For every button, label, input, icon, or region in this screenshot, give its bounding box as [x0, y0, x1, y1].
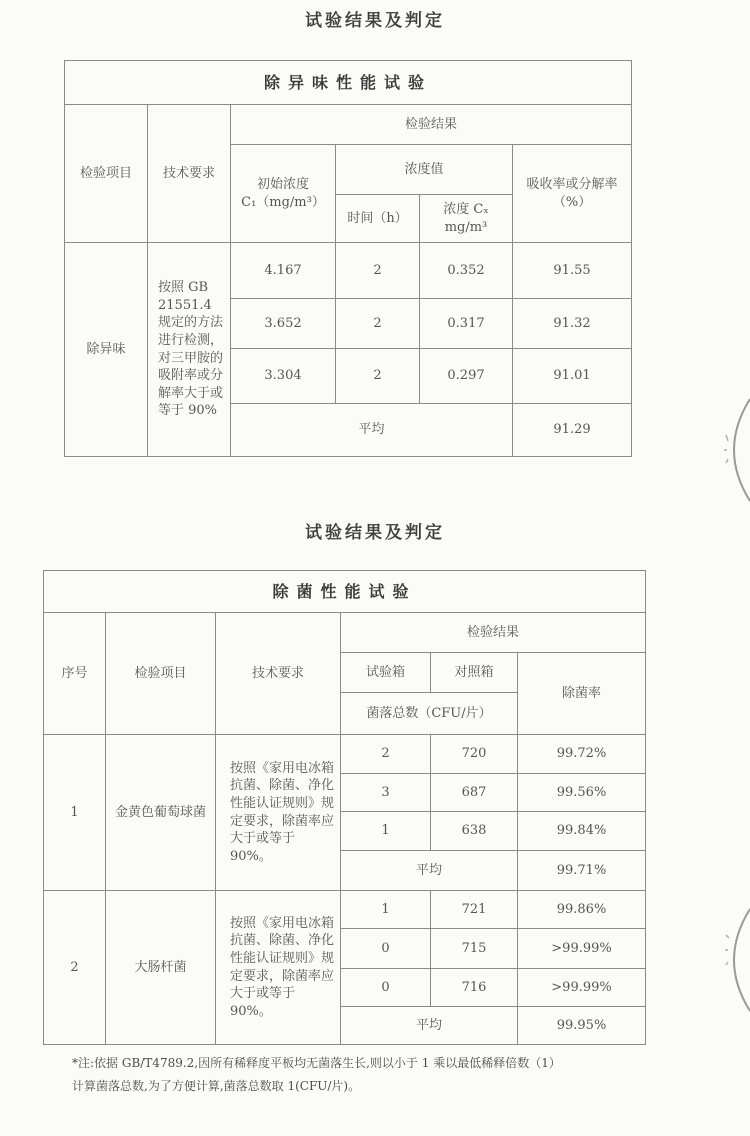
odor-col-initial-unit: C₁（mg/m³） — [241, 194, 325, 210]
bact-rate-value: >99.99% — [518, 929, 646, 969]
bact-control-value: 638 — [431, 812, 518, 851]
bact-col-test-box: 试验箱 — [341, 653, 431, 693]
bact-group-requirement: 按照《家用电冰箱抗菌、除菌、净化性能认证规则》规定要求，除菌率应大于或等于 90%。 — [216, 891, 341, 1045]
bact-rate-value: >99.99% — [518, 969, 646, 1007]
bact-average-label: 平均 — [341, 851, 518, 891]
seal-arc-top — [712, 395, 750, 505]
bact-col-no: 序号 — [44, 613, 106, 735]
bact-control-value: 720 — [431, 735, 518, 774]
bact-col-rate: 除菌率 — [518, 653, 646, 735]
odor-cx-value: 0.297 — [420, 349, 513, 404]
bact-rate-value: 99.84% — [518, 812, 646, 851]
odor-average-value: 91.29 — [513, 404, 632, 457]
bact-group-no: 1 — [44, 735, 106, 891]
bact-average-value: 99.71% — [518, 851, 646, 891]
odor-col-result: 检验结果 — [231, 105, 632, 145]
odor-time-value: 2 — [336, 349, 420, 404]
bact-test-value: 0 — [341, 929, 431, 969]
bact-test-value: 2 — [341, 735, 431, 774]
odor-rate-value: 91.01 — [513, 349, 632, 404]
odor-col-initial-concentration — [231, 145, 336, 243]
bact-group-item: 金黄色葡萄球菌 — [106, 735, 216, 891]
bact-rate-value: 99.86% — [518, 891, 646, 929]
bact-test-value: 1 — [341, 891, 431, 929]
odor-col-time: 时间（h） — [336, 195, 420, 243]
page-heading-top: 试验结果及判定 — [305, 11, 445, 31]
bact-control-value: 716 — [431, 969, 518, 1007]
bact-table-title: 除菌性能试验 — [44, 571, 646, 613]
bact-rate-value: 99.72% — [518, 735, 646, 774]
bact-col-requirement: 技术要求 — [216, 613, 341, 735]
bact-group-no: 2 — [44, 891, 106, 1045]
footnote-line-2: 计算菌落总数,为了方便计算,菌落总数取 1(CFU/片)。 — [72, 1079, 361, 1093]
bact-test-value: 1 — [341, 812, 431, 851]
bact-group-requirement: 按照《家用电冰箱抗菌、除菌、净化性能认证规则》规定要求，除菌率应大于或等于 90%。 — [216, 735, 341, 891]
bact-average-value: 99.95% — [518, 1007, 646, 1045]
odor-average-label: 平均 — [231, 404, 513, 457]
odor-cx-value: 0.317 — [420, 299, 513, 349]
odor-init-value: 3.304 — [231, 349, 336, 404]
odor-col-cx-unit: mg/m³ — [444, 219, 488, 235]
odor-col-cx-label: 浓度 Cₓ — [443, 201, 489, 217]
odor-col-cx — [420, 195, 513, 243]
bact-col-colony-count: 菌落总数（CFU/片） — [341, 693, 518, 735]
bact-control-value: 721 — [431, 891, 518, 929]
odor-col-requirement: 技术要求 — [148, 105, 231, 243]
bact-control-value: 715 — [431, 929, 518, 969]
bact-test-value: 3 — [341, 774, 431, 812]
bact-rate-value: 99.56% — [518, 774, 646, 812]
bact-test-value: 0 — [341, 969, 431, 1007]
bact-group-item: 大肠杆菌 — [106, 891, 216, 1045]
footnote — [72, 1052, 732, 1098]
odor-col-rate-unit: （%） — [552, 194, 592, 210]
odor-col-initial-label: 初始浓度 — [256, 176, 309, 192]
odor-time-value: 2 — [336, 243, 420, 299]
bact-col-control-box: 对照箱 — [431, 653, 518, 693]
odor-rate-value: 91.32 — [513, 299, 632, 349]
footnote-line-1: *注:依据 GB/T4789.2,因所有稀释度平板均无菌落生长,则以小于 1 乘以最低稀释倍数（1） — [72, 1056, 561, 1070]
odor-item-cell: 除异味 — [65, 243, 148, 457]
odor-init-value: 4.167 — [231, 243, 336, 299]
bact-average-label: 平均 — [341, 1007, 518, 1045]
bact-col-result: 检验结果 — [341, 613, 646, 653]
odor-col-concentration: 浓度值 — [336, 145, 513, 195]
odor-table-title: 除异味性能试验 — [65, 61, 632, 105]
odor-col-item: 检验项目 — [65, 105, 148, 243]
odor-requirement-cell: 按照 GB 21551.4 规定的方法进行检测，对三甲胺的吸附率或分解率大于或等于 90% — [148, 243, 231, 457]
odor-rate-value: 91.55 — [513, 243, 632, 299]
odor-col-rate — [513, 145, 632, 243]
page-heading-bottom: 试验结果及判定 — [305, 523, 445, 543]
bacteria-removal-table — [43, 570, 646, 1045]
seal-arc-bottom — [712, 905, 750, 1015]
odor-init-value: 3.652 — [231, 299, 336, 349]
odor-time-value: 2 — [336, 299, 420, 349]
odor-cx-value: 0.352 — [420, 243, 513, 299]
bact-col-item: 检验项目 — [106, 613, 216, 735]
odor-removal-table — [64, 60, 632, 457]
bact-control-value: 687 — [431, 774, 518, 812]
odor-col-rate-label: 吸收率或分解率 — [526, 176, 618, 192]
